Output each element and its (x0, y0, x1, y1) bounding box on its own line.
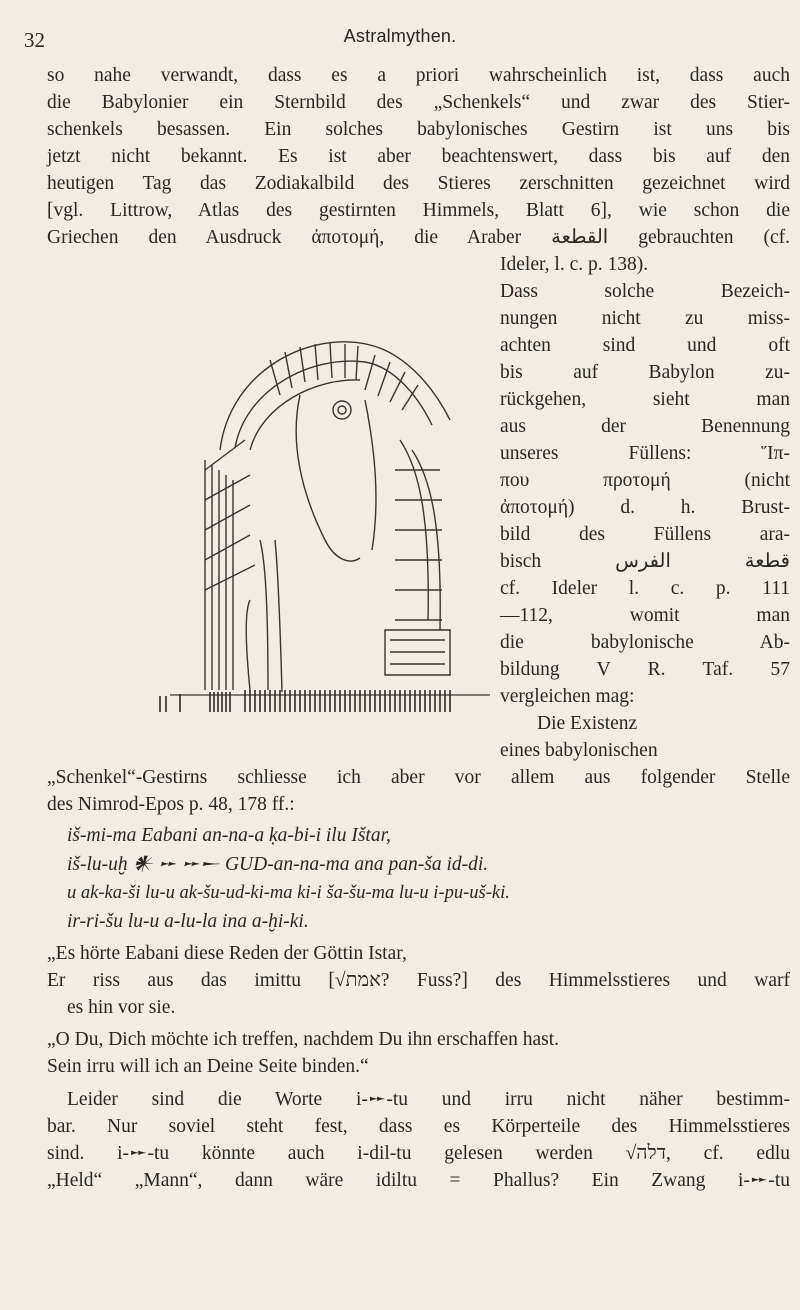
paragraph-3-line-2: bar. Nur soviel steht fest, dass es Körperteile des Himmelsstieres (47, 1116, 790, 1137)
translation-line-4: „O Du, Dich möchte ich treffen, nachdem Du ihn erschaffen hast. (47, 1029, 560, 1050)
translation-line-5: Sein irru will ich an Deine Seite binden.“ (47, 1056, 369, 1077)
paragraph-1-line-2: die Babylonier ein Sternbild des „Schenkels“ und zwar des Stier- (47, 92, 790, 113)
paragraph-1-line-3: schenkels besassen. Ein solches babylonisches Gestirn ist uns bis (47, 119, 790, 140)
side-column-line-6: rückgehen, sieht man (500, 389, 790, 410)
paragraph-1-line-6: [vgl. Littrow, Atlas des gestirnten Himmels, Blatt 6], wie schon die (47, 200, 790, 221)
transliteration-line-1: iš-mi-ma Eabani an-na-a ḳa-bi-i ilu Ištar, (67, 825, 391, 846)
side-column-line-8: unseres Füllens: Ἵπ- (500, 443, 790, 464)
side-column-line-10: ἀποτομή) d. h. Brust- (500, 497, 790, 518)
side-column-line-2: Dass solche Bezeich- (500, 281, 790, 302)
side-column-line-16: bildung V R. Taf. 57 (500, 659, 790, 680)
paragraph-1-line-7: Griechen den Ausdruck ἀποτομή, die Araber القطعة gebrauchten (cf. (47, 227, 790, 248)
side-column-line-3: nungen nicht zu miss- (500, 308, 790, 329)
transliteration-line-4: ir-ri-šu lu-u a-lu-la ina a-ḫi-ki. (67, 911, 309, 932)
paragraph-2-line-1: „Schenkel“-Gestirns schliesse ich aber vor allem aus folgender Stelle (47, 767, 790, 788)
side-column-line-11: bild des Füllens ara- (500, 524, 790, 545)
side-column-line-13: cf. Ideler l. c. p. 111 (500, 578, 790, 599)
paragraph-1-line-4: jetzt nicht bekannt. Es ist aber beachtenswert, dass bis auf den (47, 146, 790, 167)
transliteration-line-2: iš-lu-uḫ 𒀭 𒐀 𒐀𒀸 GUD-an-na-ma ana pan-ša id-di. (67, 854, 489, 875)
paragraph-3-line-4: „Held“ „Mann“, dann wäre idiltu = Phallus? Ein Zwang i-𒐀-tu (47, 1170, 790, 1191)
paragraph-1-line-5: heutigen Tag das Zodiakalbild des Stieres zerschnitten gezeichnet wird (47, 173, 790, 194)
translation-line-3: es hin vor sie. (67, 997, 176, 1018)
side-column-line-15: die babylonische Ab- (500, 632, 790, 653)
side-column-line-19: eines babylonischen (500, 740, 658, 761)
side-column-line-4: achten sind und oft (500, 335, 790, 356)
side-column-line-5: bis auf Babylon zu- (500, 362, 790, 383)
transliteration-line-3: u ak-ka-ši lu-u ak-šu-ud-ki-ma ki-i ša-šu-ma lu-u i-pu-uš-ki. (67, 883, 510, 903)
side-column-line-17: vergleichen mag: (500, 686, 635, 707)
side-column-line-18: Die Existenz (537, 713, 638, 734)
side-column-line-14: —112, womit man (500, 605, 790, 626)
translation-line-1: „Es hörte Eabani diese Reden der Göttin Istar, (47, 943, 407, 964)
page-number: 32 (24, 28, 45, 52)
running-head: Astralmythen. (343, 26, 457, 46)
paragraph-3-line-3: sind. i-𒐀-tu könnte auch i-dil-tu gelesen werden √דלה, cf. edlu (47, 1143, 790, 1164)
paragraph-1-line-1: so nahe verwandt, dass es a priori wahrscheinlich ist, dass auch (47, 65, 790, 86)
side-column-line-12: bisch قطعة الفرس (500, 551, 790, 572)
paragraph-3-line-1: Leider sind die Worte i-𒐀-tu und irru nicht näher bestimm- (67, 1089, 790, 1110)
taurus-illustration (150, 300, 495, 720)
paragraph-2-line-2: des Nimrod-Epos p. 48, 178 ff.: (47, 794, 295, 815)
side-column-line-1: Ideler, l. c. p. 138). (500, 254, 649, 275)
side-column-line-7: aus der Benennung (500, 416, 790, 437)
translation-line-2: Er riss aus das imittu [√אמת? Fuss?] des Himmelsstieres und warf (47, 970, 790, 991)
side-column-line-9: που προτομή (nicht (500, 470, 790, 491)
